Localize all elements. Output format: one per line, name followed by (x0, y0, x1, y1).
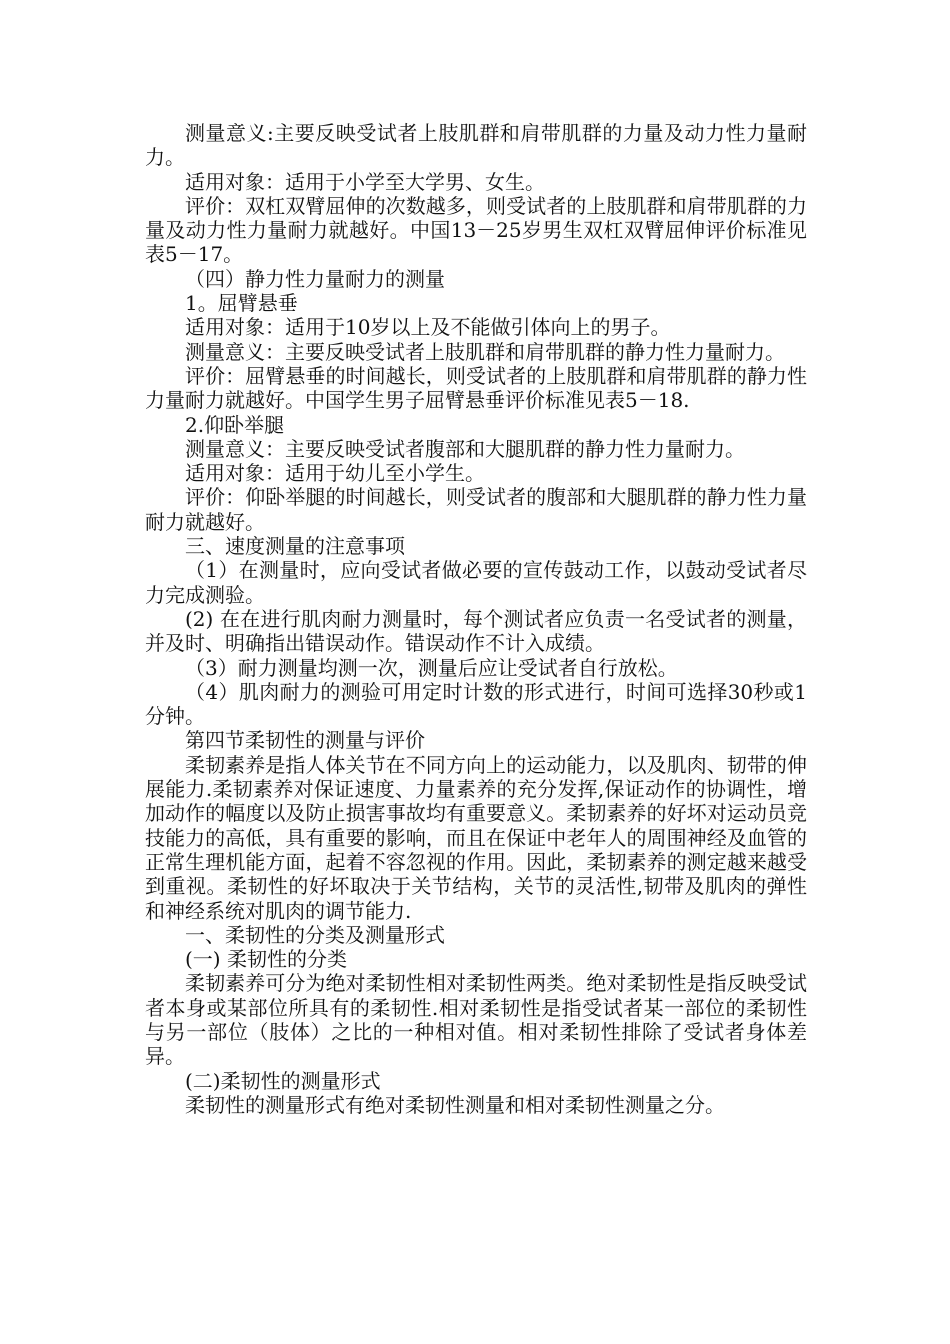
paragraph-precaution-1: （1）在测量时，应向受试者做必要的宣传鼓动工作，以鼓动受试者尽力完成测验。 (145, 558, 807, 607)
subheading-measurement-forms: (二)柔韧性的测量形式 (185, 1068, 381, 1093)
paragraph-classification: 柔韧素养可分为绝对柔韧性相对柔韧性两类。绝对柔韧性是指反映受试者本身或某部位所具有的柔韧性.相对柔韧性是指受试者某一部位的柔韧性与另一部位（肢体）之比的一种相对值。相对柔韧性排除了受试者身体差异。 (145, 971, 807, 1069)
paragraph-flexibility-intro: 柔韧素养是指人体关节在不同方向上的运动能力，以及肌肉、韧带的伸展能力.柔韧素养对保证速度、力量素养的充分发挥,保证动作的协调性，增加动作的幅度以及防止损害事故均有重要意义。柔韧素养的好坏对运动员竞技能力的高低，具有重要的影响，而且在保证中老年人的周围神经及血管的正常生理机能方面，起着不容忽视的作用。因此，柔韧素养的测定越来越受到重视。柔韧性的好坏取决于关节结构，关节的灵活性,韧带及肌肉的弹性和神经系统对肌肉的调节能力. (145, 752, 807, 923)
paragraph-evaluation-leg-raise: 评价：仰卧举腿的时间越长，则受试者的腹部和大腿肌群的静力性力量耐力就越好。 (145, 485, 807, 534)
paragraph-precaution-2: (2) 在在进行肌肉耐力测量时，每个测试者应负责一名受试者的测量，并及时、明确指出错误动作。错误动作不计入成绩。 (145, 606, 807, 656)
paragraph-measure-meaning-leg-raise: 测量意义：主要反映受试者腹部和大腿肌群的静力性力量耐力。 (185, 436, 745, 461)
paragraph-precaution-3: （3）耐力测量均测一次，测量后应让受试者自行放松。 (185, 655, 678, 680)
paragraph-measure-meaning-dips: 测量意义:主要反映受试者上肢肌群和肩带肌群的力量及动力性力量耐力。 (145, 121, 807, 170)
paragraph-measurement-forms: 柔韧性的测量形式有绝对柔韧性测量和相对柔韧性测量之分。 (185, 1092, 725, 1117)
section-heading-precautions: 三、速度测量的注意事项 (185, 534, 405, 559)
paragraph-evaluation-hang: 评价：屈臂悬垂的时间越长，则受试者的上肢肌群和肩带肌群的静力性力量耐力就越好。中国学生男子屈臂悬垂评价标准见表5－18. (145, 363, 807, 413)
paragraph-evaluation-dips: 评价：双杠双臂屈伸的次数越多，则受试者的上肢肌群和肩带肌群的力量及动力性力量耐力就越好。中国13－25岁男生双杠双臂屈伸评价标准见表5－17。 (145, 193, 807, 267)
paragraph-target-hang: 适用对象：适用于10岁以上及不能做引体向上的男子。 (185, 315, 671, 340)
subheading-classification: (一) 柔韧性的分类 (185, 947, 347, 972)
section-heading-classification: 一、柔韧性的分类及测量形式 (185, 922, 445, 947)
paragraph-target-dips: 适用对象：适用于小学至大学男、女生。 (185, 169, 545, 194)
document-body (145, 121, 807, 1117)
section-heading-static-endurance: （四）静力性力量耐力的测量 (185, 266, 445, 291)
paragraph-target-leg-raise: 适用对象：适用于幼儿至小学生。 (185, 461, 485, 486)
paragraph-measure-meaning-hang: 测量意义：主要反映受试者上肢肌群和肩带肌群的静力性力量耐力。 (185, 339, 785, 364)
subheading-flexed-arm-hang: 1。屈臂悬垂 (185, 291, 298, 316)
subheading-leg-raise: 2.仰卧举腿 (185, 412, 285, 437)
paragraph-precaution-4: （4）肌肉耐力的测验可用定时计数的形式进行，时间可选择30秒或1分钟。 (145, 679, 807, 729)
section-heading-flexibility: 第四节柔韧性的测量与评价 (185, 728, 425, 753)
